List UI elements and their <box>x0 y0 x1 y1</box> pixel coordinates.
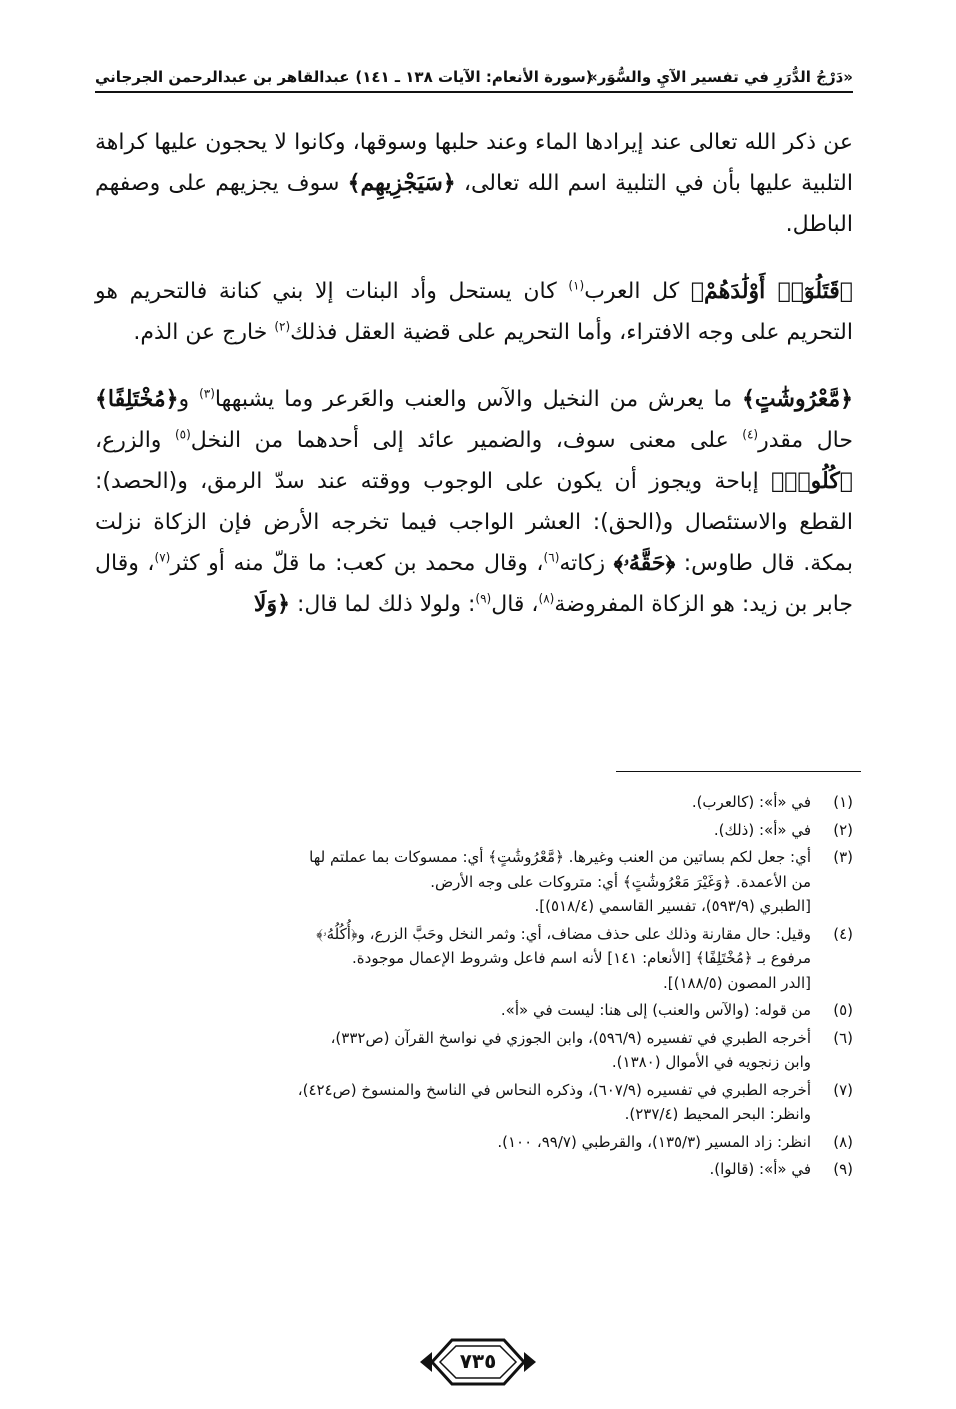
quran-quote: ﴿حَقَّهُۥ﴾ <box>613 550 676 576</box>
book-title: «دَرْجُ الدُّرَرِ في تفسير الآيِ والسُّوَر» <box>588 68 853 86</box>
footnote <box>95 790 853 815</box>
footnote-text: أي: جعل لكم بساتين من العنب وغيرها. ﴿مَّعْرُوشَٰتٍ﴾ أي: ممسوكات بما عملتم لها <box>309 848 811 866</box>
footnote-text: في «أ»: (كالعرب). <box>691 793 811 811</box>
main-text <box>95 122 853 625</box>
footnote-text: في «أ»: (قالوا). <box>709 1160 811 1178</box>
quran-quote: ﴿مَّعْرُوشَٰتٍ﴾ <box>742 386 854 412</box>
footnote-number: (٩) <box>833 1160 853 1178</box>
footnote-number: (٤) <box>833 924 853 943</box>
quran-quote: ﴿وَلَا <box>253 591 290 617</box>
footnote-text: أخرجه الطبري في تفسيره (٥٩٦/٩)، وابن الجوزي في نواسخ القرآن (ص٣٣٢)، <box>330 1028 811 1047</box>
quran-quote: ﴿مُخْتَلِفًا﴾ <box>95 386 179 412</box>
quran-quote: ﴿قَتَلُوٓا۟ أَوْلَٰدَهُمْ﴾ <box>690 278 853 304</box>
surah-range: (سورة الأنعام: الآيات ١٣٨ ـ ١٤١) <box>355 68 593 86</box>
footnote-text: وانظر: البحر المحيط (٢٣٧/٤). <box>624 1105 811 1123</box>
footnote-text: في «أ»: (ذلك). <box>713 820 811 839</box>
footnote-text: [الطبري (٥٩٣/٩)، تفسير القاسمي (٥١٨/٤)]. <box>534 897 811 915</box>
footnote-number: (٥) <box>833 1001 853 1019</box>
page-number: ٧٣٥ <box>459 1349 497 1373</box>
footnote-ref[interactable]: (٤) <box>742 427 759 442</box>
footnote-text: أخرجه الطبري في تفسيره (٦٠٧/٩)، وذكره النحاس في الناسخ والمنسوخ (ص٤٢٤)، <box>297 1080 811 1099</box>
footnote-text: من قوله: (والآس والعنب) إلى هنا: ليست في «أ». <box>500 1001 811 1019</box>
footnote-number: (٢) <box>833 820 853 839</box>
footnote-ref[interactable]: (١) <box>568 278 585 293</box>
quran-quote: ﴿سَيَجْزِيهِم﴾ <box>347 170 456 196</box>
footnote-text: [الدر المصون (١٨٨/٥)]. <box>662 973 811 992</box>
footnote-ref[interactable]: (٥) <box>174 427 191 442</box>
footnote <box>95 998 853 1023</box>
footnote-text: انظر: زاد المسير (١٣٥/٣)، والقرطبي (٩٩/٧، ١٠٠). <box>497 1132 811 1151</box>
footnote-number: (١) <box>833 793 853 811</box>
footnotes <box>95 790 853 1185</box>
footnote <box>95 1130 853 1155</box>
footnote-number: (٦) <box>833 1028 853 1047</box>
footnote-ref[interactable]: (٣) <box>199 386 215 401</box>
author-name: عبدالقاهر بن عبدالرحمن الجرجاني <box>95 68 350 86</box>
header-rule <box>95 91 853 93</box>
footnote-separator <box>616 771 861 772</box>
footnote <box>95 922 853 996</box>
footnote <box>95 1078 853 1127</box>
footnote-ref[interactable]: (٦) <box>543 550 560 565</box>
footnote-number: (٣) <box>833 848 853 866</box>
footnote-ref[interactable]: (٢) <box>274 319 291 334</box>
footnote <box>95 1026 853 1075</box>
footnote-ref[interactable]: (٩) <box>475 591 492 606</box>
footnote <box>95 845 853 919</box>
footnote-number: (٨) <box>833 1132 853 1151</box>
footnote <box>95 1157 853 1182</box>
footnote-text: وابن زنجويه في الأموال (١٣٨٠). <box>611 1053 811 1071</box>
paragraph-2: ﴿قَتَلُوٓا۟ أَوْلَٰدَهُمْ﴾ كل العرب$^{(١)}$ كان يستحل وأد البنات إلا بني كنانة فالتحريم هو التحريم على وجه الافتراء، وأما التحريم على قضية العقل فذلك$^{(٢)}$ خارج عن الذم. <box>95 278 853 345</box>
running-header <box>95 62 853 90</box>
paragraph-1: عن ذكر الله تعالى عند إيرادها الماء وعند حلبها وسوقها، وكانوا لا يحجون عليها كراهة التلبية عليها بأن في التلبية اسم الله تعالى، ﴿سَيَجْزِيهِم﴾ سوف يجزيهم على وصفهم الباطل. <box>95 130 853 237</box>
footnote-text: من الأعمدة. ﴿وَغَيْرَ مَعْرُوشَٰتٍ﴾ أي: متروكات على وجه الأرض. <box>430 872 811 891</box>
footnote-ref[interactable]: (٧) <box>154 550 171 565</box>
footnote-number: (٧) <box>833 1080 853 1099</box>
quran-quote: ﴿كُلُوا۟﴾ <box>771 468 853 494</box>
paragraph-3: ﴿مَّعْرُوشَٰتٍ﴾ ما يعرش من النخيل والآس والعنب والعَرعر وما يشبهها$^{(٣)}$ و﴿مُخْتَلِفًا﴾ حال مقدر$^{(٤)}$ على معنى سوف، والضمير عائد إلى أحدهما من النخل$^{(٥)}$ والزرع، ﴿كُلُوا۟﴾ إباحة ويجوز أن يكون على الوجوب ووقته عند سدّ الرمق، و(الحصد): القطع والاستئصال و(الحق): العشر الواجب فيما تخرجه الأرض فإن الزكاة نزلت بمكة. قال طاوس: ﴿حَقَّهُۥ﴾ زكاته$^{(٦)}$، وقال محمد بن كعب: ما قلّ منه أو كثر$^{(٧)}$، وقال جابر بن زيد: هو الزكاة المفروضة$^{(٨)}$، قال$^{(٩)}$: ولولا ذلك لما قال: ﴿وَلَا <box>95 386 854 617</box>
footnote-text: مرفوع بـ ﴿مُخْتَلِفًا﴾ [الأنعام: ١٤١] لأنه اسم فاعل وشروط الإعمال موجودة. <box>352 949 811 967</box>
footnote-text: وقيل: حال مقارنة وذلك على حذف مضاف، أي: وثمر النخل وحَبَّ الزرع، و﴿أُكُلُهُۥ﴾ <box>316 924 811 943</box>
footnote <box>95 818 853 843</box>
footnote-ref[interactable]: (٨) <box>538 591 555 606</box>
